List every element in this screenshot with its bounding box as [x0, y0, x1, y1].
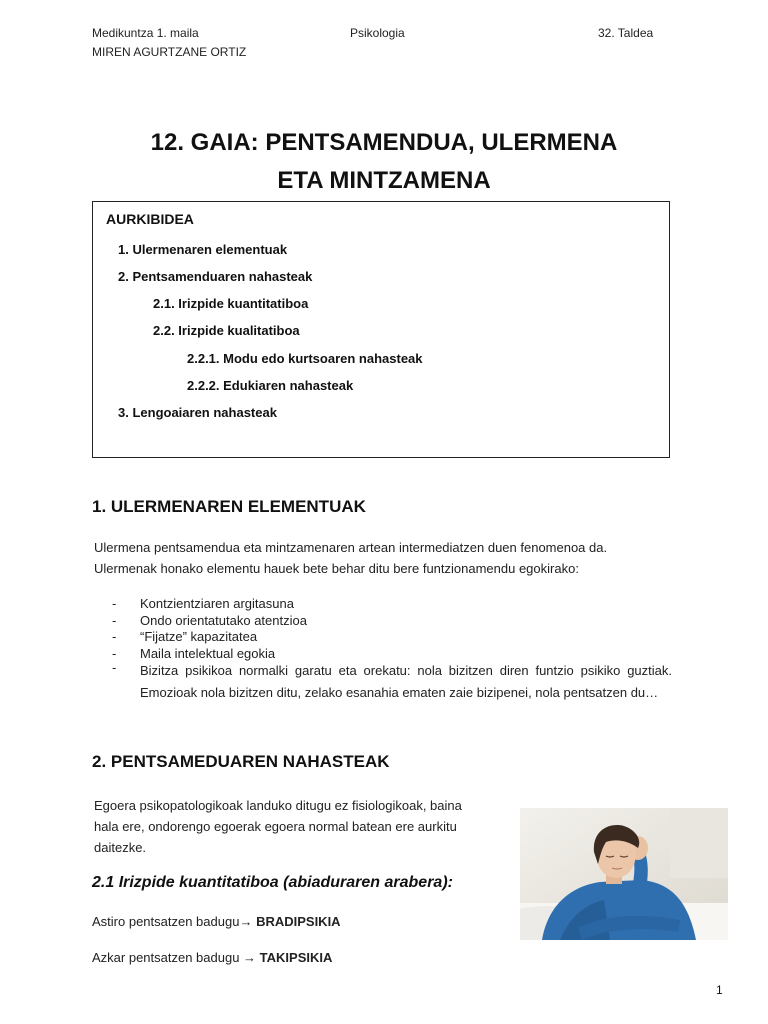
- takipsikia-line: Azkar pentsatzen badugu → TAKIPSIKIA: [92, 950, 333, 965]
- bradipsikia-line: Astiro pentsatzen badugu→ BRADIPSIKIA: [92, 914, 341, 929]
- list-item: - Bizitza psikikoa normalki garatu eta orekatu: nola bizitzen diren funtzio psikiko guztiak. Emozioak nola bizitzen ditu, zelako esanahia ematen zaie bizipenei, nola pentsatzen du…: [112, 660, 672, 700]
- section2-para-line2: hala ere, ondorengo egoerak egoera normal batean ere aurkitu: [94, 819, 457, 834]
- section1-heading: 1. ULERMENAREN ELEMENTUAK: [92, 497, 366, 516]
- section1-para-line1: Ulermena pentsamendua eta mintzamenaren artean intermediatzen duen fenomenoa da.: [94, 540, 608, 555]
- toc-heading: AURKIBIDEA: [106, 211, 194, 227]
- section1-bullet-list: [112, 596, 672, 703]
- section1-para-line2: Ulermenak honako elementu hauek bete behar ditu bere funtzionamendu egokirako:: [94, 561, 579, 576]
- toc-item: 2.1. Irizpide kuantitatiboa: [153, 296, 309, 311]
- list-item: - “Fijatze” kapazitatea: [112, 629, 258, 644]
- list-item: - Maila intelektual egokia: [112, 645, 276, 661]
- section2-subheading: 2.1 Irizpide kuantitatiboa (abiaduraren arabera):: [92, 874, 453, 891]
- tired-woman-photo: [520, 808, 728, 940]
- list-item: - Kontzientziaren argitasuna: [112, 596, 294, 611]
- toc-item: 2.2. Irizpide kualitatiboa: [153, 323, 300, 338]
- page-title-line2: ETA MINTZAMENA: [277, 167, 491, 194]
- toc-item: 1. Ulermenaren elementuak: [118, 242, 288, 257]
- list-item: - Ondo orientatutako atentzioa: [112, 612, 307, 628]
- toc-item: 2. Pentsamenduaren nahasteak: [118, 269, 313, 284]
- section2-heading: 2. PENTSAMEDUAREN NAHASTEAK: [92, 752, 390, 771]
- toc-item: 2.2.1. Modu edo kurtsoaren nahasteak: [187, 351, 423, 366]
- header-subject: Psikologia: [350, 26, 405, 40]
- arrow-right-icon: →: [239, 914, 253, 929]
- header-group: 32. Taldea: [598, 26, 654, 40]
- arrow-right-icon: →: [239, 950, 260, 965]
- section2-para-line1: Egoera psikopatologikoak landuko ditugu ez fisiologikoak, baina: [94, 798, 462, 813]
- page-title-line1: 12. GAIA: PENTSAMENDUA, ULERMENA: [150, 129, 618, 156]
- page-number: 1: [716, 983, 723, 997]
- header-author: MIREN AGURTZANE ORTIZ: [92, 45, 247, 59]
- section2-para-line3: daitezke.: [94, 840, 147, 855]
- toc-item: 2.2.2. Edukiaren nahasteak: [187, 378, 354, 393]
- toc-item: 3. Lengoaiaren nahasteak: [118, 405, 277, 420]
- header-course: Medikuntza 1. maila: [92, 26, 199, 40]
